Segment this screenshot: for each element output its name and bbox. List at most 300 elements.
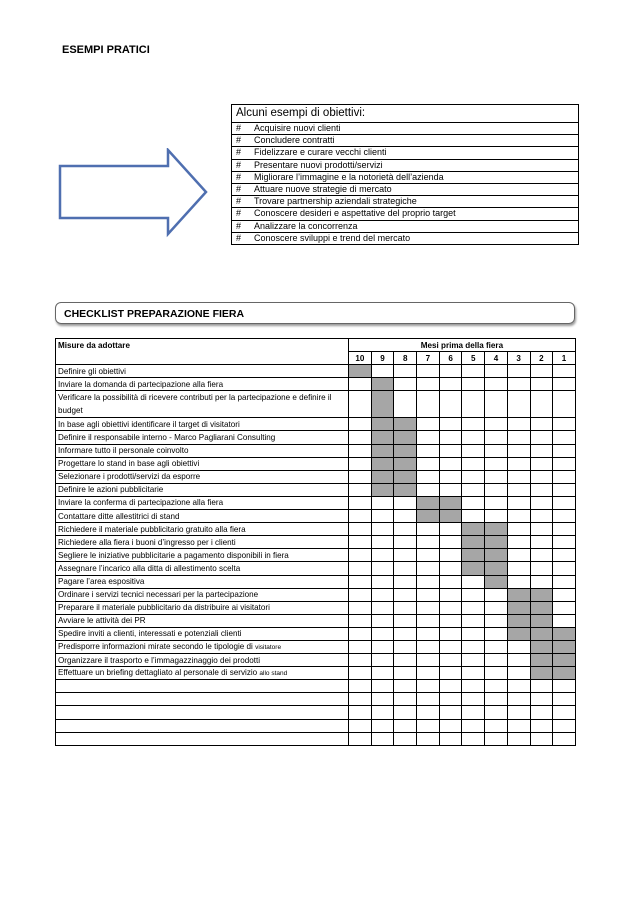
month-cell: [417, 470, 440, 483]
month-cell: [485, 510, 508, 523]
month-cell: [439, 549, 462, 562]
month-cell: [485, 536, 508, 549]
table-row: [56, 510, 576, 523]
month-cell: [507, 732, 530, 745]
month-cell: [439, 431, 462, 444]
month-cell: [485, 431, 508, 444]
month-cell: [462, 444, 485, 457]
measure-label-small: visitatore: [255, 644, 282, 652]
month-cell: [530, 562, 553, 575]
table-row: [56, 536, 576, 549]
month-cell: [485, 470, 508, 483]
month-cell: [371, 536, 394, 549]
month-cell: [439, 496, 462, 509]
month-cell: [417, 680, 440, 693]
month-cell: [485, 588, 508, 601]
month-cell: [349, 614, 372, 627]
goal-label: Attuare nuove strategie di mercato: [254, 183, 392, 194]
month-cell: [371, 719, 394, 732]
measure-label: In base agli obiettivi identificare il target di visitatori: [58, 419, 240, 429]
month-cell: [394, 680, 417, 693]
month-cell: [417, 601, 440, 614]
month-cell: [530, 719, 553, 732]
goal-label: Presentare nuovi prodotti/servizi: [254, 159, 383, 170]
month-cell: [530, 706, 553, 719]
month-cell: [462, 614, 485, 627]
table-row: [56, 667, 576, 680]
goal-item: [232, 123, 578, 135]
month-cell: [507, 706, 530, 719]
measure-label: Verificare la possibilità di ricevere contributi per la partecipazione e definire il budget: [58, 393, 332, 416]
month-cell: [439, 627, 462, 640]
month-cell: [553, 601, 576, 614]
month-cell: [507, 431, 530, 444]
month-cell: [507, 536, 530, 549]
goal-item: [232, 184, 578, 196]
month-cell: [371, 418, 394, 431]
month-cell: [507, 654, 530, 667]
month-cell: [530, 680, 553, 693]
measure-cell: [56, 378, 349, 391]
month-cell: [394, 418, 417, 431]
month-cell: [394, 575, 417, 588]
month-cell: [371, 562, 394, 575]
measure-cell: [56, 562, 349, 575]
goal-item: [232, 221, 578, 233]
month-cell: [553, 588, 576, 601]
month-cell: [439, 523, 462, 536]
month-label: 3: [507, 352, 530, 365]
month-cell: [439, 470, 462, 483]
month-cell: [553, 693, 576, 706]
goal-bullet: #: [236, 171, 242, 182]
month-cell: [439, 588, 462, 601]
month-cell: [439, 365, 462, 378]
month-cell: [417, 562, 440, 575]
month-cell: [349, 549, 372, 562]
month-label: 2: [530, 352, 553, 365]
month-cell: [371, 693, 394, 706]
month-cell: [417, 536, 440, 549]
table-row: [56, 418, 576, 431]
month-cell: [553, 496, 576, 509]
month-cell: [371, 732, 394, 745]
month-cell: [530, 483, 553, 496]
table-row: [56, 365, 576, 378]
month-cell: [485, 523, 508, 536]
month-label: 7: [417, 352, 440, 365]
month-cell: [394, 523, 417, 536]
month-cell: [530, 496, 553, 509]
month-cell: [417, 614, 440, 627]
month-cell: [417, 588, 440, 601]
month-cell: [507, 457, 530, 470]
month-cell: [417, 510, 440, 523]
month-cell: [394, 536, 417, 549]
table-row: [56, 588, 576, 601]
month-cell: [349, 693, 372, 706]
month-cell: [553, 719, 576, 732]
month-cell: [371, 496, 394, 509]
month-cell: [417, 640, 440, 653]
month-cell: [371, 470, 394, 483]
month-cell: [417, 365, 440, 378]
month-cell: [462, 418, 485, 431]
measure-cell: [56, 536, 349, 549]
month-cell: [530, 614, 553, 627]
month-cell: [439, 614, 462, 627]
month-cell: [439, 510, 462, 523]
month-cell: [439, 418, 462, 431]
month-cell: [485, 496, 508, 509]
month-cell: [371, 365, 394, 378]
measure-cell: [56, 640, 349, 653]
month-cell: [462, 588, 485, 601]
month-cell: [485, 719, 508, 732]
measure-label-small: allo stand: [259, 670, 288, 678]
month-cell: [462, 496, 485, 509]
table-row: [56, 601, 576, 614]
month-cell: [417, 431, 440, 444]
measure-label: Pagare l’area espositiva: [58, 577, 145, 587]
measure-label: Assegnare l’incarico alla ditta di allestimento scelta: [58, 563, 241, 573]
month-cell: [394, 706, 417, 719]
month-cell: [553, 391, 576, 418]
month-cell: [439, 601, 462, 614]
month-cell: [439, 378, 462, 391]
month-cell: [349, 365, 372, 378]
goals-list: [232, 123, 578, 245]
month-cell: [462, 680, 485, 693]
month-cell: [462, 536, 485, 549]
month-cell: [553, 575, 576, 588]
month-cell: [507, 510, 530, 523]
measure-label: Contattare ditte allestitrici di stand: [58, 511, 180, 521]
month-cell: [371, 601, 394, 614]
month-cell: [371, 549, 394, 562]
month-cell: [507, 418, 530, 431]
goal-label: Analizzare la concorrenza: [254, 220, 358, 231]
measure-cell: [56, 654, 349, 667]
month-cell: [507, 640, 530, 653]
measure-cell: [56, 588, 349, 601]
month-cell: [349, 496, 372, 509]
month-cell: [394, 601, 417, 614]
month-cell: [394, 483, 417, 496]
month-cell: [553, 706, 576, 719]
measure-label: Richiedere il materiale pubblicitario gratuito alla fiera: [58, 524, 246, 534]
month-cell: [349, 510, 372, 523]
goal-bullet: #: [236, 196, 242, 207]
month-cell: [553, 732, 576, 745]
month-cell: [462, 575, 485, 588]
month-cell: [371, 444, 394, 457]
month-cell: [462, 693, 485, 706]
measure-label: Definire le azioni pubblicitarie: [58, 485, 164, 495]
month-cell: [394, 391, 417, 418]
month-cell: [530, 470, 553, 483]
month-cell: [553, 431, 576, 444]
month-cell: [371, 457, 394, 470]
month-cell: [462, 510, 485, 523]
month-cell: [439, 483, 462, 496]
month-cell: [394, 496, 417, 509]
goal-label: Trovare partnership aziendali strategiche: [254, 196, 417, 207]
month-cell: [507, 627, 530, 640]
measure-cell: [56, 732, 349, 745]
month-cell: [371, 483, 394, 496]
measure-label: Segliere le iniziative pubblicitarie a pagamento disponibili in fiera: [58, 550, 289, 560]
month-cell: [417, 496, 440, 509]
month-cell: [553, 680, 576, 693]
month-label: 10: [349, 352, 372, 365]
month-cell: [371, 523, 394, 536]
month-cell: [439, 457, 462, 470]
checklist-title: CHECKLIST PREPARAZIONE FIERA: [55, 302, 575, 324]
measure-label: Avviare le attività dei PR: [58, 616, 146, 626]
month-cell: [417, 706, 440, 719]
month-cell: [417, 418, 440, 431]
month-cell: [485, 457, 508, 470]
month-cell: [507, 680, 530, 693]
month-cell: [439, 680, 462, 693]
month-cell: [507, 719, 530, 732]
month-cell: [371, 575, 394, 588]
month-cell: [394, 732, 417, 745]
month-cell: [507, 588, 530, 601]
month-cell: [417, 719, 440, 732]
month-cell: [371, 627, 394, 640]
goal-bullet: #: [236, 232, 242, 243]
measure-label: Spedire inviti a clienti, interessati e potenziali clienti: [58, 629, 242, 639]
measure-cell: [56, 444, 349, 457]
month-cell: [485, 365, 508, 378]
goal-label: Migliorare l’immagine e la notorietà dell’azienda: [254, 171, 444, 182]
month-cell: [462, 654, 485, 667]
month-cell: [553, 510, 576, 523]
month-cell: [349, 667, 372, 680]
month-cell: [394, 719, 417, 732]
month-cell: [530, 654, 553, 667]
month-cell: [371, 391, 394, 418]
table-row: [56, 457, 576, 470]
month-label: 1: [553, 352, 576, 365]
measure-cell: [56, 549, 349, 562]
goal-item: [232, 196, 578, 208]
month-cell: [553, 614, 576, 627]
month-cell: [417, 523, 440, 536]
month-cell: [485, 693, 508, 706]
month-cell: [394, 640, 417, 653]
month-cell: [507, 496, 530, 509]
month-cell: [349, 470, 372, 483]
month-cell: [417, 667, 440, 680]
measure-label: Ordinare i servizi tecnici necessari per la partecipazione: [58, 590, 259, 600]
month-cell: [371, 706, 394, 719]
month-cell: [462, 627, 485, 640]
month-cell: [553, 562, 576, 575]
measure-cell: [56, 523, 349, 536]
month-cell: [485, 654, 508, 667]
month-cell: [530, 431, 553, 444]
table-row: [56, 523, 576, 536]
month-cell: [349, 719, 372, 732]
checklist-header-row: [56, 339, 576, 352]
table-row: [56, 627, 576, 640]
table-row: [56, 378, 576, 391]
month-cell: [462, 601, 485, 614]
month-cell: [507, 667, 530, 680]
measure-label: Definire il responsabile interno - Marco Pagliarani Consulting: [58, 433, 276, 443]
month-cell: [530, 627, 553, 640]
month-cell: [485, 391, 508, 418]
month-cell: [462, 470, 485, 483]
month-cell: [349, 536, 372, 549]
month-cell: [394, 654, 417, 667]
table-row: [56, 575, 576, 588]
month-cell: [530, 378, 553, 391]
month-cell: [417, 693, 440, 706]
month-cell: [485, 444, 508, 457]
measure-cell: [56, 614, 349, 627]
measure-cell: [56, 706, 349, 719]
page-title: ESEMPI PRATICI: [62, 44, 150, 56]
month-cell: [394, 562, 417, 575]
month-cell: [462, 523, 485, 536]
measure-label: Definire gli obiettivi: [58, 366, 126, 376]
month-cell: [462, 706, 485, 719]
month-cell: [439, 654, 462, 667]
month-cell: [371, 614, 394, 627]
month-cell: [507, 483, 530, 496]
month-cell: [349, 431, 372, 444]
measure-cell: [56, 680, 349, 693]
goal-item: [232, 208, 578, 220]
month-cell: [394, 378, 417, 391]
measure-cell: [56, 719, 349, 732]
table-row: [56, 640, 576, 653]
table-row: [56, 719, 576, 732]
month-cell: [349, 654, 372, 667]
measure-cell: [56, 470, 349, 483]
measure-label: Preparare il materiale pubblicitario da distribuire ai visitatori: [58, 603, 270, 613]
goals-box: [231, 104, 579, 245]
month-cell: [349, 680, 372, 693]
goal-bullet: #: [236, 135, 242, 146]
month-cell: [530, 523, 553, 536]
month-cell: [507, 549, 530, 562]
month-cell: [394, 470, 417, 483]
table-row: [56, 549, 576, 562]
month-cell: [462, 562, 485, 575]
month-cell: [349, 640, 372, 653]
measure-label: Progettare lo stand in base agli obiettivi: [58, 459, 200, 469]
measure-label: Richiedere alla fiera i buoni d’ingresso per i clienti: [58, 537, 236, 547]
month-cell: [349, 627, 372, 640]
measure-cell: [56, 483, 349, 496]
table-row: [56, 496, 576, 509]
month-cell: [462, 391, 485, 418]
month-label: 6: [439, 352, 462, 365]
month-cell: [530, 601, 553, 614]
table-row: [56, 680, 576, 693]
measure-cell: [56, 457, 349, 470]
measure-cell: [56, 391, 349, 418]
month-cell: [462, 365, 485, 378]
goal-item: [232, 135, 578, 147]
month-cell: [507, 523, 530, 536]
measure-cell: [56, 667, 349, 680]
month-cell: [439, 536, 462, 549]
measure-cell: [56, 365, 349, 378]
goal-bullet: #: [236, 147, 242, 158]
month-cell: [349, 457, 372, 470]
month-cell: [439, 391, 462, 418]
checklist-table: [55, 338, 576, 746]
month-cell: [485, 706, 508, 719]
month-cell: [507, 444, 530, 457]
month-cell: [462, 549, 485, 562]
month-cell: [553, 523, 576, 536]
month-cell: [485, 667, 508, 680]
month-cell: [439, 732, 462, 745]
month-cell: [553, 640, 576, 653]
month-cell: [553, 667, 576, 680]
measures-header: Misure da adottare: [56, 339, 349, 352]
month-cell: [485, 732, 508, 745]
measure-label: Inviare la domanda di partecipazione alla fiera: [58, 379, 224, 389]
month-cell: [417, 732, 440, 745]
month-cell: [553, 457, 576, 470]
table-row: [56, 562, 576, 575]
goal-label: Fidelizzare e curare vecchi clienti: [254, 147, 387, 158]
month-cell: [530, 732, 553, 745]
goal-bullet: #: [236, 159, 242, 170]
table-row: [56, 391, 576, 418]
measure-label: Predisporre informazioni mirate secondo le tipologie di: [58, 642, 253, 652]
month-cell: [394, 510, 417, 523]
measure-cell: [56, 431, 349, 444]
month-cell: [507, 693, 530, 706]
month-cell: [394, 365, 417, 378]
month-cell: [349, 378, 372, 391]
month-cell: [485, 614, 508, 627]
month-cell: [417, 378, 440, 391]
table-row: [56, 732, 576, 745]
month-cell: [349, 706, 372, 719]
month-cell: [349, 418, 372, 431]
table-row: [56, 444, 576, 457]
month-cell: [439, 719, 462, 732]
month-cell: [371, 640, 394, 653]
month-cell: [553, 378, 576, 391]
month-cell: [507, 470, 530, 483]
month-cell: [349, 562, 372, 575]
month-cell: [417, 654, 440, 667]
month-cell: [417, 483, 440, 496]
month-cell: [462, 640, 485, 653]
measure-label: Organizzare il trasporto e l’immagazzinaggio dei prodotti: [58, 655, 260, 665]
month-cell: [417, 457, 440, 470]
month-label: 8: [394, 352, 417, 365]
measure-cell: [56, 693, 349, 706]
month-cell: [485, 418, 508, 431]
arrow-right-icon: [58, 148, 210, 238]
month-cell: [394, 693, 417, 706]
month-cell: [530, 510, 553, 523]
table-row: [56, 470, 576, 483]
month-cell: [417, 549, 440, 562]
